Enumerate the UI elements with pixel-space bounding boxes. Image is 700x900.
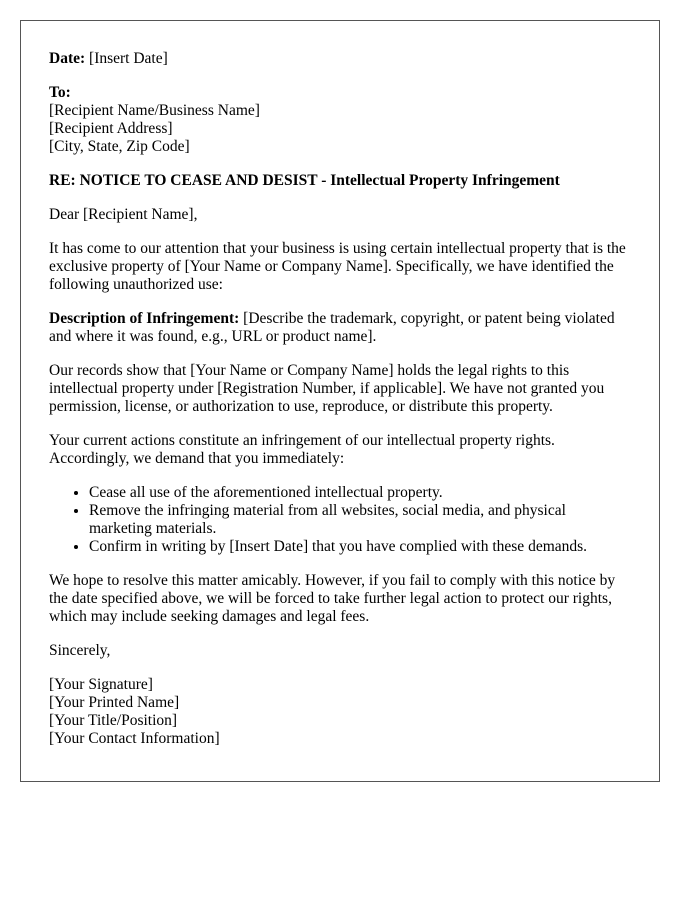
infringement-label: Description of Infringement: [49,310,240,327]
infringement-text: [Describe the trademark, copyright, or patent being violated and where it was found, e.g., URL or product name]. [49,310,615,345]
recipient-block [49,84,631,156]
list-item: • Cease all use of the aforementioned intellectual property. [89,484,631,502]
list-item: • Remove the infringing material from all websites, social media, and physical marketing materials. [89,502,631,538]
recipient-name: [Recipient Name/Business Name] [49,102,260,119]
letter-document [20,20,660,782]
closing-paragraph: We hope to resolve this matter amicably. However, if you fail to comply with this notice by the date specified above, we will be forced to take further legal action to protect our rights, which may include seeking damages and legal fees. [49,572,616,625]
signature-line: [Your Signature] [49,676,153,693]
demands-list [49,484,631,556]
salutation: Dear [Recipient Name], [49,206,198,223]
demand-intro-paragraph: Your current actions constitute an infringement of our intellectual property rights. Accordingly, we demand that you immediately: [49,432,555,467]
printed-name-line: [Your Printed Name] [49,694,180,711]
infringement-paragraph [49,310,631,346]
contact-line: [Your Contact Information] [49,730,220,747]
date-label: Date: [49,50,86,67]
date-line [49,50,631,68]
sign-off: Sincerely, [49,642,111,659]
list-item: • Confirm in writing by [Insert Date] that you have complied with these demands. [89,538,631,556]
records-paragraph: Our records show that [Your Name or Company Name] holds the legal rights to this intellectual property under [Registration Number, if applicable]. We have not granted you permission, license, or authorization to use, reproduce, or distribute this property. [49,362,605,415]
title-line: [Your Title/Position] [49,712,178,729]
subject-line [49,172,631,190]
recipient-label: To: [49,84,71,101]
intro-paragraph: It has come to our attention that your business is using certain intellectual property that is the exclusive property of [Your Name or Company Name]. Specifically, we have identified the following unauthorized use: [49,240,626,293]
recipient-city: [City, State, Zip Code] [49,138,190,155]
signature-block [49,676,631,748]
subject-text: RE: NOTICE TO CEASE AND DESIST - Intellectual Property Infringement [49,172,560,189]
date-value: [Insert Date] [89,50,168,67]
recipient-address: [Recipient Address] [49,120,173,137]
